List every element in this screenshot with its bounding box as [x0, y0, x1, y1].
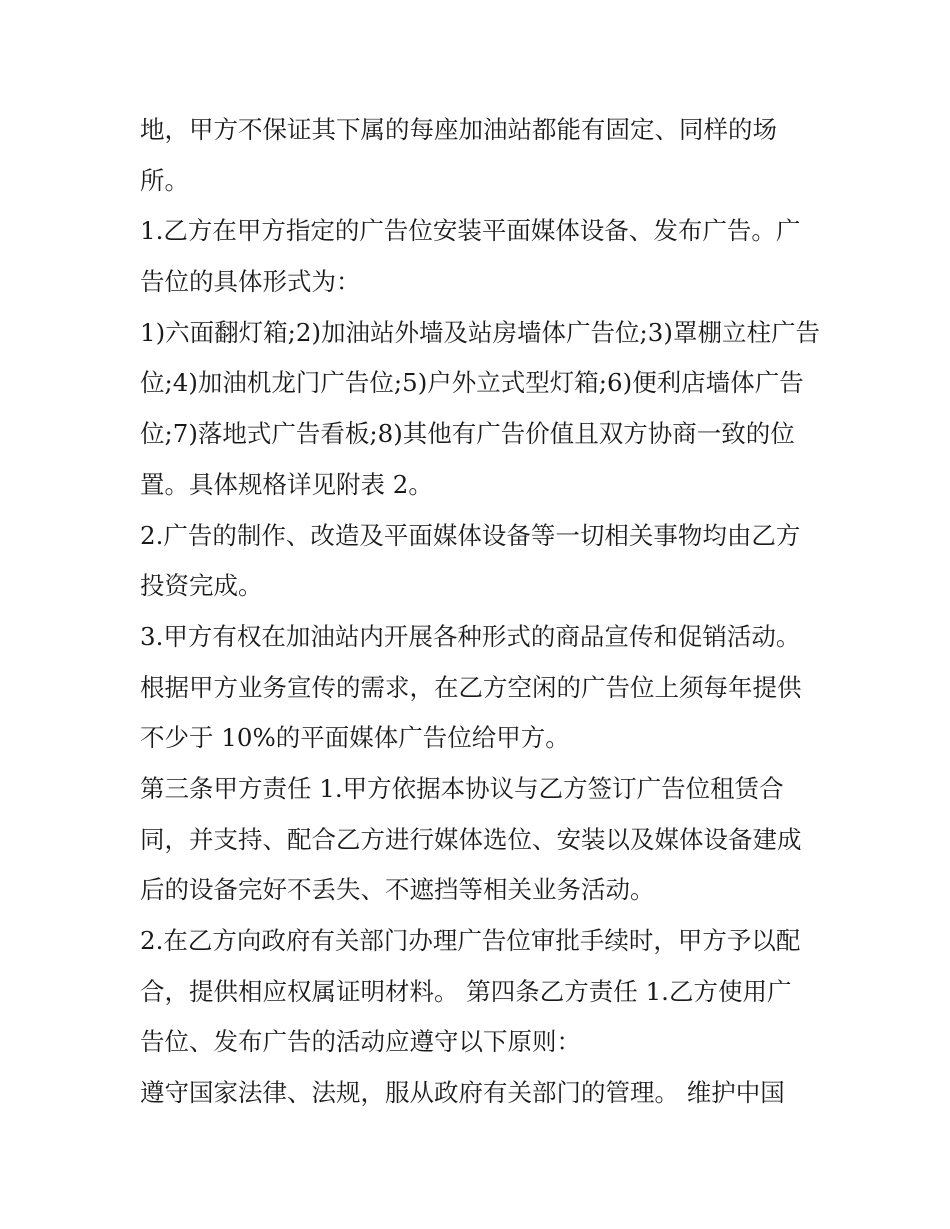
text-line: 2.在乙方向政府有关部门办理广告位审批手续时，甲方予以配 [140, 926, 801, 955]
text-line: 1)六面翻灯箱;2)加油站外墙及站房墙体广告位;3)罩棚立柱广告 [140, 317, 820, 347]
text-line: 不少于 10%的平面媒体广告位给甲方。 [140, 723, 570, 753]
text-line: 3.甲方有权在加油站内开展各种形式的商品宣传和促销活动。 [140, 621, 801, 651]
text-line: 位;7)落地式广告看板;8)其他有广告价值且双方协商一致的位 [140, 419, 795, 449]
text-line: 投资完成。 [140, 571, 263, 601]
text-line: 地，甲方不保证其下属的每座加油站都能有固定、同样的场 [140, 115, 777, 144]
text-line: 同，并支持、配合乙方进行媒体选位、安装以及媒体设备建成 [140, 824, 802, 854]
text-line: 2.广告的制作、改造及平面媒体设备等一切相关事物均由乙方 [140, 520, 801, 550]
text-line: 位;4)加油机龙门广告位;5)户外立式型灯箱;6)便利店墙体广告 [140, 368, 804, 398]
text-line: 1.乙方在甲方指定的广告位安装平面媒体设备、发布广告。广 [140, 216, 801, 246]
document-body [140, 105, 820, 1119]
text-line: 遵守国家法律、法规，服从政府有关部门的管理。 维护中国 [140, 1078, 785, 1108]
text-line: 第三条甲方责任 1.甲方依据本协议与乙方签订广告位租赁合 [140, 773, 784, 803]
text-line: 告位的具体形式为： [140, 267, 361, 297]
text-line: 根据甲方业务宣传的需求，在乙方空闲的广告位上须每年提供 [140, 672, 802, 702]
text-line: 置。具体规格详见附表 2。 [140, 469, 433, 499]
text-line: 合，提供相应权属证明材料。 第四条乙方责任 1.乙方使用广 [140, 976, 792, 1006]
text-line: 所。 [140, 165, 189, 195]
text-line: 告位、发布广告的活动应遵守以下原则： [140, 1027, 581, 1057]
text-line: 后的设备完好不丢失、不遮挡等相关业务活动。 [140, 875, 655, 905]
